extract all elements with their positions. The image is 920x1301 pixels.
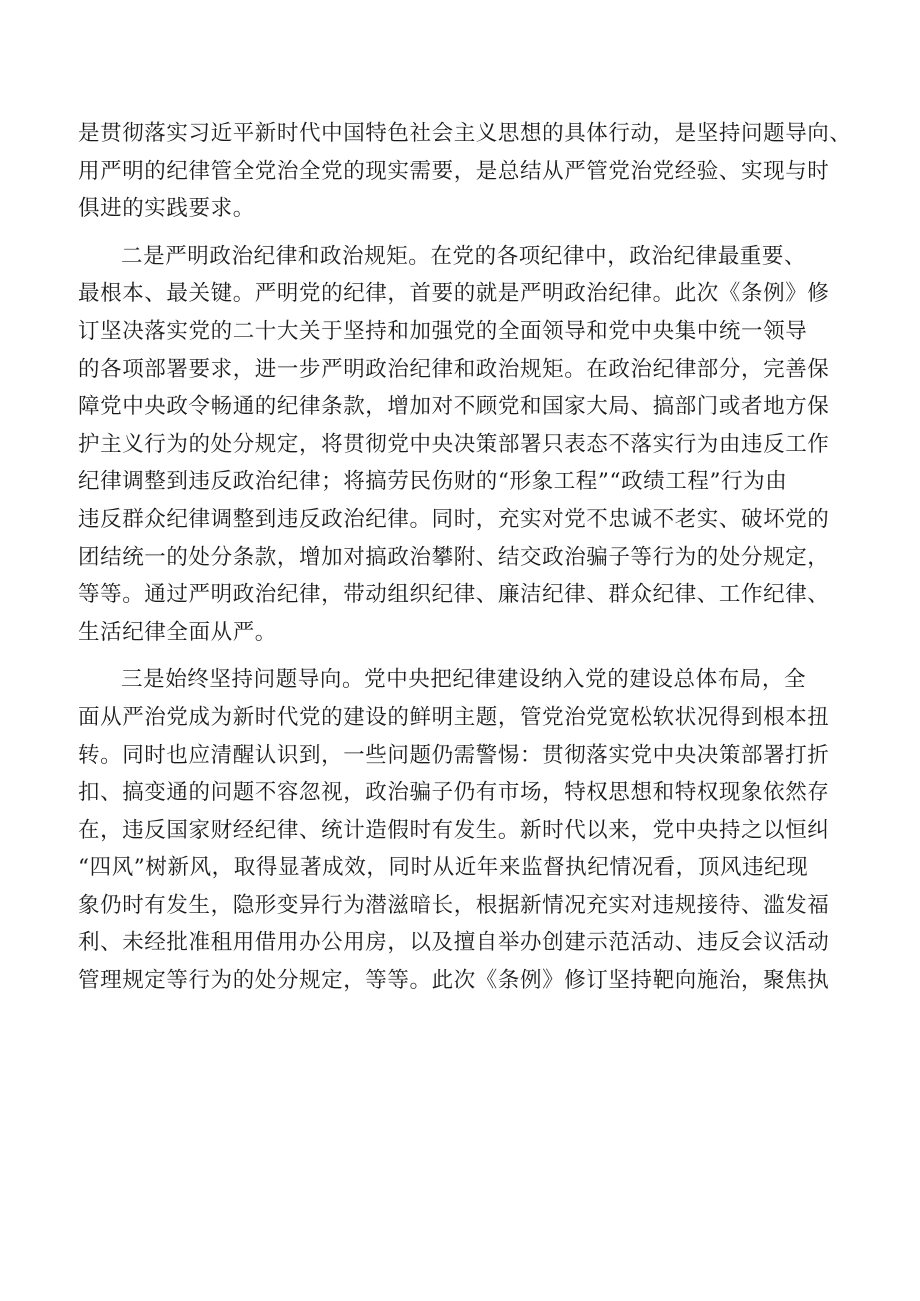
text-line: 等等。通过严明政治纪律，带动组织纪律、廉洁纪律、群众纪律、工作纪律、	[78, 582, 830, 608]
document-body	[78, 115, 876, 1000]
text-line: 三是始终坚持问题导向。党中央把纪律建设纳入党的建设总体布局，全	[121, 667, 807, 693]
text-line: 团结统一的处分条款，增加对搞政治攀附、结交政治骗子等行为的处分规定，	[78, 544, 830, 570]
text-line: 的各项部署要求，进一步严明政治纪律和政治规矩。在政治纪律部分，完善保	[78, 356, 830, 382]
text-line: 是贯彻落实习近平新时代中国特色社会主义思想的具体行动，是坚持问题导向、	[78, 121, 852, 146]
text-line: 象仍时有发生，隐形变异行为潜滋暗长，根据新情况充实对违规接待、滥发福	[78, 892, 830, 918]
text-line: 用严明的纪律管全党治全党的现实需要，是总结从严管党治党经验、实现与时	[78, 158, 830, 184]
paragraph-problem-orientation	[78, 661, 876, 999]
text-line: 违反群众纪律调整到违反政治纪律。同时，充实对党不忠诚不老实、破坏党的	[78, 506, 830, 532]
text-line: 利、未经批准租用借用办公用房，以及擅自举办创建示范活动、违反会议活动	[78, 930, 830, 956]
text-line: “四风”树新风，取得显著成效，同时从近年来监督执纪情况看，顶风违纪现	[78, 855, 809, 881]
text-line: 障党中央政令畅通的纪律条款，增加对不顾党和国家大局、搞部门或者地方保	[78, 394, 830, 420]
text-line: 转。同时也应清醒认识到，一些问题仍需警惕：贯彻落实党中央决策部署打折	[78, 742, 830, 768]
text-line: 最根本、最关键。严明党的纪律，首要的就是严明政治纪律。此次《条例》修	[78, 281, 830, 307]
text-line: 扣、搞变通的问题不容忽视，政治骗子仍有市场，特权思想和特权现象依然存	[78, 780, 830, 806]
text-line: 面从严治党成为新时代党的建设的鲜明主题，管党治党宽松软状况得到根本扭	[78, 704, 830, 730]
text-line: 订坚决落实党的二十大关于坚持和加强党的全面领导和党中央集中统一领导	[78, 318, 808, 344]
text-line: 生活纪律全面从严。	[78, 619, 277, 645]
text-line: 在，违反国家财经纪律、统计造假时有发生。新时代以来，党中央持之以恒纠	[78, 817, 830, 843]
text-line: 纪律调整到违反政治纪律；将搞劳民伤财的“形象工程”“政绩工程”行为由	[78, 469, 788, 495]
paragraph-political-discipline	[78, 238, 876, 652]
text-line: 管理规定等行为的处分规定，等等。此次《条例》修订坚持靶向施治，聚焦执	[78, 968, 830, 994]
text-line: 护主义行为的处分规定，将贯彻党中央决策部署只表态不落实行为由违反工作	[78, 431, 830, 457]
text-line: 二是严明政治纪律和政治规矩。在党的各项纪律中，政治纪律最重要、	[121, 243, 807, 269]
text-line: 俱进的实践要求。	[78, 196, 255, 222]
paragraph-continuation	[78, 115, 876, 228]
